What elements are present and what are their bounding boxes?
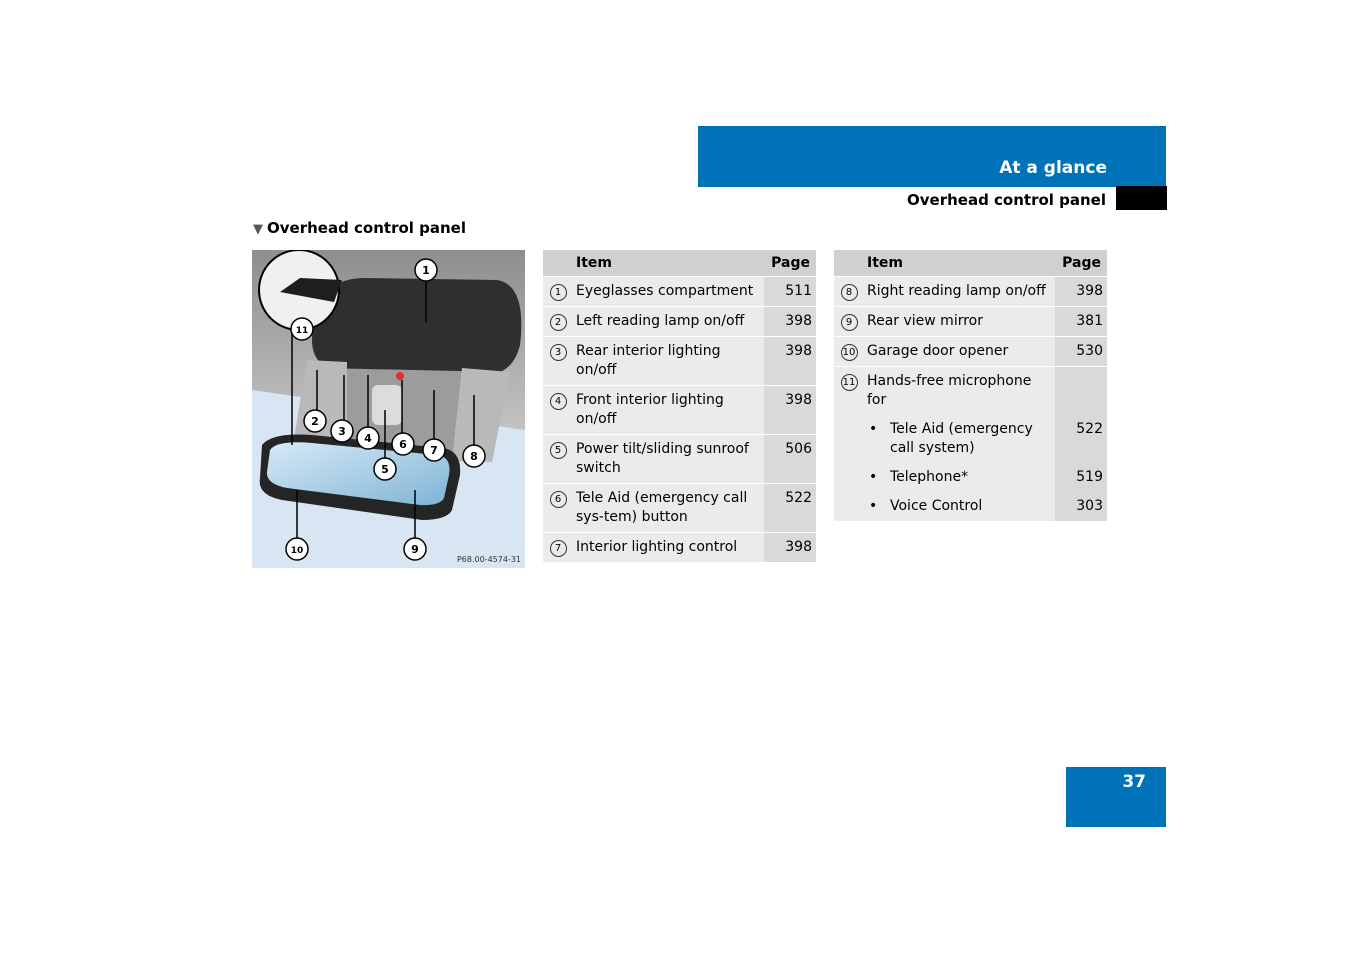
section-title-text: Overhead control panel (267, 219, 466, 237)
bullet-item-name: • Tele Aid (emergency call system) (864, 415, 1055, 463)
triangle-down-icon: ▼ (253, 222, 263, 237)
item-name: Hands-free microphone for (864, 367, 1055, 416)
callout-11-label: 11 (295, 326, 309, 336)
table-header-num (543, 250, 573, 277)
item-page: 381 (1055, 307, 1107, 337)
item-number: 10 (841, 344, 858, 361)
table-body-left (543, 277, 816, 563)
table-header-page: Page (764, 250, 816, 277)
item-number-cell (543, 307, 573, 337)
chapter-title: At a glance (999, 158, 1107, 178)
item-number-cell (834, 415, 864, 463)
item-name: Interior lighting control (573, 533, 764, 563)
table-row (543, 337, 816, 386)
table-items-right (834, 250, 1107, 521)
eyeglasses-compartment (312, 278, 521, 375)
bullet-item-name: • Voice Control (864, 492, 1055, 521)
item-name: Left reading lamp on/off (573, 307, 764, 337)
table-row (543, 533, 816, 563)
item-name: Rear interior lighting on/off (573, 337, 764, 386)
table-header-item: Item (864, 250, 1055, 277)
table-row (543, 386, 816, 435)
tele-aid-button (396, 372, 404, 380)
item-page: 398 (1055, 277, 1107, 307)
table-row-bullet (834, 415, 1107, 463)
item-number: 8 (841, 284, 858, 301)
item-name: Front interior lighting on/off (573, 386, 764, 435)
item-name: Eyeglasses compartment (573, 277, 764, 307)
item-number-cell (834, 277, 864, 307)
table-row-bullet (834, 463, 1107, 492)
callout-4-label: 4 (364, 432, 372, 445)
figure-code: P68.00-4574-31 (456, 555, 521, 564)
callout-5-label: 5 (381, 463, 389, 476)
sunroof-switch (372, 385, 402, 425)
callout-10-label: 10 (290, 546, 304, 556)
overhead-panel-drawing (252, 250, 525, 568)
table-items-left (543, 250, 816, 562)
callout-2-label: 2 (311, 415, 319, 428)
table-row (834, 307, 1107, 337)
item-name: Rear view mirror (864, 307, 1055, 337)
callout-1-label: 1 (422, 264, 430, 277)
section-heading (253, 219, 466, 237)
item-number-cell (543, 386, 573, 435)
item-page (1055, 367, 1107, 416)
item-page: 398 (764, 307, 816, 337)
item-number-cell (543, 277, 573, 307)
header-bar (698, 126, 1166, 187)
table-row (834, 367, 1107, 416)
table-header-item: Item (573, 250, 764, 277)
item-number-cell (834, 337, 864, 367)
item-number-cell (543, 533, 573, 563)
item-page: 398 (764, 337, 816, 386)
table-row (543, 307, 816, 337)
bullet-item-name: • Telephone* (864, 463, 1055, 492)
table-row (543, 435, 816, 484)
table-row (543, 277, 816, 307)
item-page: 398 (764, 386, 816, 435)
item-number-cell (834, 307, 864, 337)
callout-6-label: 6 (399, 438, 407, 451)
overhead-panel-illustration (252, 250, 525, 568)
callout-8-label: 8 (470, 450, 478, 463)
table-row (834, 337, 1107, 367)
item-number-cell (834, 492, 864, 521)
item-number-cell (543, 337, 573, 386)
item-name: Power tilt/sliding sunroof switch (573, 435, 764, 484)
bullet-item-page: 303 (1055, 492, 1107, 521)
item-number-cell (834, 367, 864, 416)
item-number-cell (543, 435, 573, 484)
item-page: 398 (764, 533, 816, 563)
item-number: 1 (550, 284, 567, 301)
table-row (543, 484, 816, 533)
item-page: 522 (764, 484, 816, 533)
item-number: 5 (550, 442, 567, 459)
item-number-cell (834, 463, 864, 492)
chapter-subtitle: Overhead control panel (907, 191, 1106, 209)
bullet-item-page: 519 (1055, 463, 1107, 492)
item-name: Right reading lamp on/off (864, 277, 1055, 307)
item-number: 11 (841, 374, 858, 391)
table-row-bullet (834, 492, 1107, 521)
item-page: 511 (764, 277, 816, 307)
item-name: Tele Aid (emergency call sys-tem) button (573, 484, 764, 533)
item-number-cell (543, 484, 573, 533)
item-number: 3 (550, 344, 567, 361)
item-number: 4 (550, 393, 567, 410)
callout-9-label: 9 (411, 543, 419, 556)
page-number: 37 (1122, 772, 1146, 792)
item-number: 7 (550, 540, 567, 557)
page-number-box (1066, 767, 1166, 827)
item-number: 9 (841, 314, 858, 331)
callout-3-label: 3 (338, 425, 346, 438)
table-body-right (834, 277, 1107, 522)
item-number: 6 (550, 491, 567, 508)
table-header-num (834, 250, 864, 277)
bullet-item-page: 522 (1055, 415, 1107, 463)
thumb-tab (1116, 186, 1167, 210)
table-row (834, 277, 1107, 307)
table-header-page: Page (1055, 250, 1107, 277)
callout-7-label: 7 (430, 444, 438, 457)
item-page: 530 (1055, 337, 1107, 367)
item-page: 506 (764, 435, 816, 484)
item-number: 2 (550, 314, 567, 331)
item-name: Garage door opener (864, 337, 1055, 367)
